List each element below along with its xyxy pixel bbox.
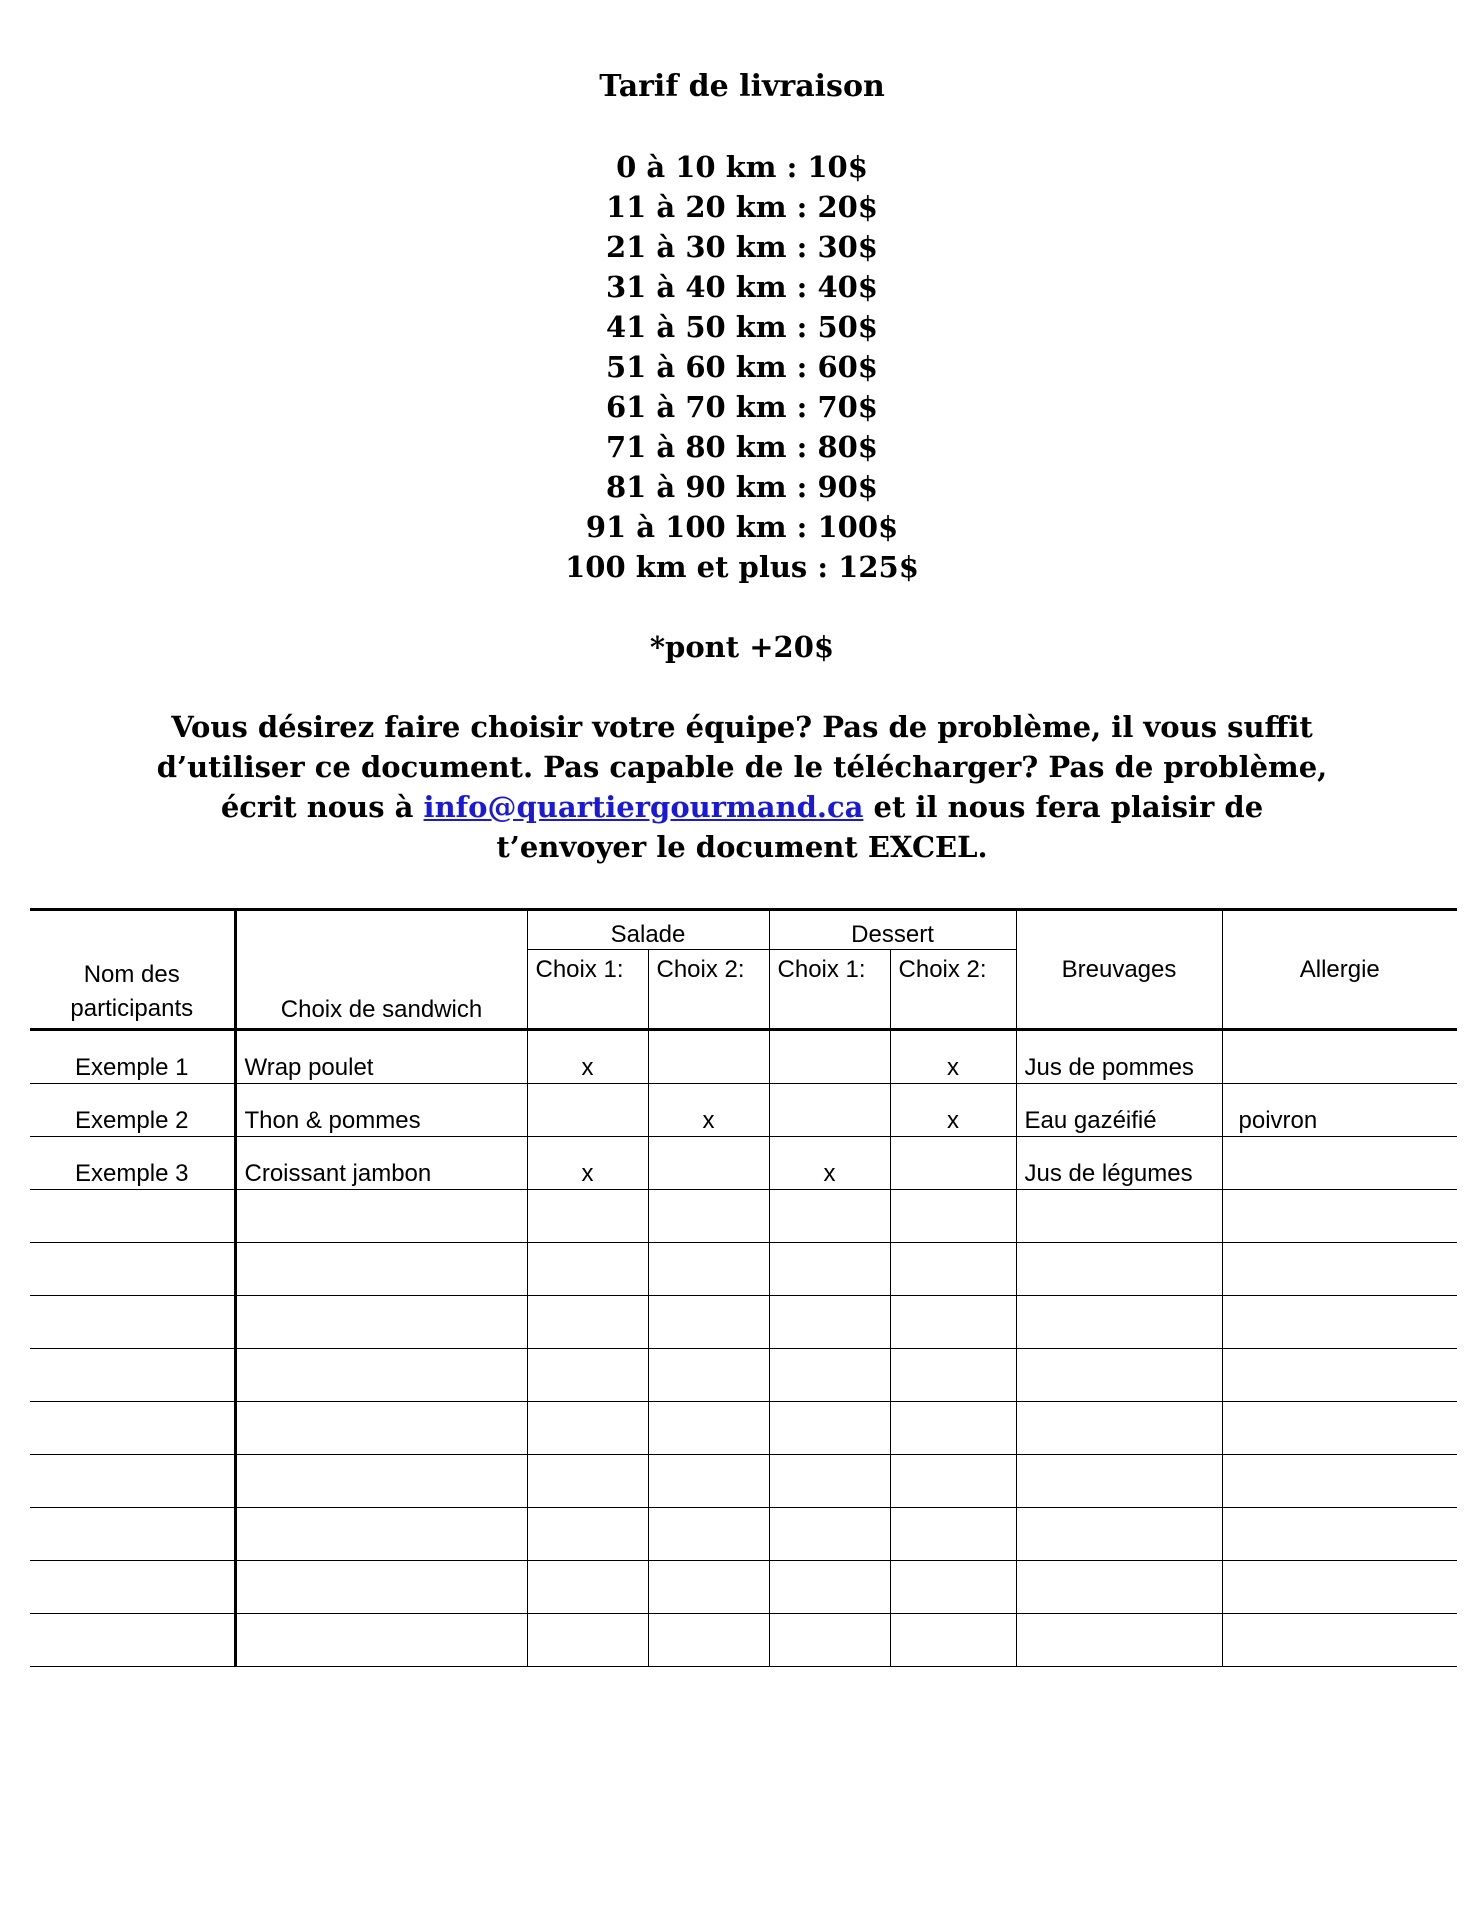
empty-cell[interactable] (1222, 1296, 1457, 1349)
header-sandwich: Choix de sandwich (235, 910, 527, 1030)
rate-line: 81 à 90 km : 90$ (605, 470, 878, 504)
empty-cell[interactable] (1222, 1349, 1457, 1402)
empty-cell[interactable] (527, 1296, 648, 1349)
email-link[interactable]: info@quartiergourmand.ca (423, 790, 864, 824)
empty-cell[interactable] (235, 1190, 527, 1243)
table-row (30, 1030, 1457, 1084)
empty-cell[interactable] (890, 1614, 1016, 1667)
empty-cell[interactable] (769, 1349, 890, 1402)
rate-line: 21 à 30 km : 30$ (605, 230, 878, 264)
empty-cell[interactable] (648, 1243, 769, 1296)
empty-row (30, 1508, 1457, 1561)
empty-cell[interactable] (769, 1561, 890, 1614)
empty-cell[interactable] (1222, 1508, 1457, 1561)
empty-cell[interactable] (648, 1190, 769, 1243)
empty-cell[interactable] (30, 1614, 235, 1667)
empty-row (30, 1614, 1457, 1667)
sandwich-choice[interactable]: Thon & pommes (235, 1084, 527, 1137)
header-salade: Salade (527, 910, 769, 950)
empty-cell[interactable] (890, 1561, 1016, 1614)
empty-cell[interactable] (769, 1402, 890, 1455)
header-salade-choix-2: Choix 2: (648, 950, 769, 1030)
header-breuvages: Breuvages (1016, 910, 1222, 1030)
empty-cell[interactable] (1016, 1614, 1222, 1667)
allergie-value[interactable] (1222, 1030, 1457, 1084)
dessert-choix-2-mark[interactable]: x (890, 1030, 1016, 1084)
empty-cell[interactable] (890, 1455, 1016, 1508)
empty-cell[interactable] (648, 1508, 769, 1561)
empty-cell[interactable] (235, 1561, 527, 1614)
salade-choix-2-mark[interactable] (648, 1137, 769, 1190)
salade-choix-2-mark[interactable]: x (648, 1084, 769, 1137)
empty-cell[interactable] (648, 1455, 769, 1508)
empty-cell[interactable] (1222, 1614, 1457, 1667)
empty-cell[interactable] (527, 1349, 648, 1402)
empty-cell[interactable] (30, 1349, 235, 1402)
breuvage-choice[interactable]: Jus de pommes (1016, 1030, 1222, 1084)
rate-line: 91 à 100 km : 100$ (585, 510, 899, 544)
header-salade-choix-1: Choix 1: (527, 950, 648, 1030)
empty-cell[interactable] (1016, 1561, 1222, 1614)
empty-cell[interactable] (527, 1190, 648, 1243)
empty-cell[interactable] (30, 1190, 235, 1243)
empty-cell[interactable] (30, 1402, 235, 1455)
salade-choix-1-mark[interactable]: x (527, 1030, 648, 1084)
rate-line: 31 à 40 km : 40$ (605, 270, 878, 304)
empty-cell[interactable] (527, 1614, 648, 1667)
salade-choix-2-mark[interactable] (648, 1030, 769, 1084)
message-line-3 (60, 787, 1424, 827)
dessert-choix-1-mark[interactable]: x (769, 1137, 890, 1190)
order-table (30, 908, 1457, 1667)
empty-cell[interactable] (648, 1402, 769, 1455)
empty-cell[interactable] (648, 1296, 769, 1349)
empty-row (30, 1561, 1457, 1614)
empty-cell[interactable] (648, 1614, 769, 1667)
rate-line: 71 à 80 km : 80$ (605, 430, 878, 464)
participant-name[interactable]: Exemple 2 (30, 1084, 235, 1137)
empty-cell[interactable] (30, 1455, 235, 1508)
header-allergie: Allergie (1222, 910, 1457, 1030)
table-row (30, 1084, 1457, 1137)
empty-cell[interactable] (769, 1296, 890, 1349)
empty-cell[interactable] (30, 1508, 235, 1561)
header-block (0, 67, 1484, 867)
salade-choix-1-mark[interactable]: x (527, 1137, 648, 1190)
bridge-note: *pont +20$ (649, 630, 835, 664)
empty-cell[interactable] (769, 1243, 890, 1296)
empty-row (30, 1296, 1457, 1349)
header-dessert: Dessert (769, 910, 1016, 950)
empty-cell[interactable] (1222, 1402, 1457, 1455)
empty-cell[interactable] (30, 1561, 235, 1614)
empty-cell[interactable] (30, 1296, 235, 1349)
empty-cell[interactable] (1016, 1455, 1222, 1508)
empty-cell[interactable] (527, 1508, 648, 1561)
breuvage-choice[interactable]: Eau gazéifié (1016, 1084, 1222, 1137)
empty-cell[interactable] (527, 1243, 648, 1296)
empty-cell[interactable] (1016, 1349, 1222, 1402)
message-line-1: Vous désirez faire choisir votre équipe? Pas de problème, il vous suffit (171, 710, 1313, 744)
allergie-value[interactable]: poivron (1222, 1084, 1457, 1137)
empty-row (30, 1190, 1457, 1243)
empty-cell[interactable] (769, 1508, 890, 1561)
empty-cell[interactable] (648, 1561, 769, 1614)
message-line-3-start: écrit nous à (220, 790, 424, 824)
empty-row (30, 1349, 1457, 1402)
message-line-4: t’envoyer le document EXCEL. (496, 830, 988, 864)
salade-choix-1-mark[interactable] (527, 1084, 648, 1137)
rate-line: 51 à 60 km : 60$ (605, 350, 878, 384)
empty-cell[interactable] (235, 1243, 527, 1296)
empty-cell[interactable] (890, 1508, 1016, 1561)
sandwich-choice[interactable]: Croissant jambon (235, 1137, 527, 1190)
empty-cell[interactable] (1016, 1296, 1222, 1349)
table-row (30, 1137, 1457, 1190)
allergie-value[interactable] (1222, 1137, 1457, 1190)
empty-cell[interactable] (769, 1614, 890, 1667)
rate-line: 0 à 10 km : 10$ (616, 150, 868, 184)
message-line-3-end: et il nous fera plaisir de (863, 790, 1264, 824)
empty-cell[interactable] (1016, 1243, 1222, 1296)
message-line-2: d’utiliser ce document. Pas capable de le télécharger? Pas de problème, (156, 750, 1328, 784)
rate-line: 61 à 70 km : 70$ (605, 390, 878, 424)
rate-list (0, 147, 1484, 587)
dessert-choix-1-mark[interactable] (769, 1030, 890, 1084)
empty-cell[interactable] (235, 1402, 527, 1455)
participant-name[interactable]: Exemple 3 (30, 1137, 235, 1190)
empty-cell[interactable] (890, 1349, 1016, 1402)
rate-line: 41 à 50 km : 50$ (605, 310, 878, 344)
header-dessert-choix-2: Choix 2: (890, 950, 1016, 1030)
empty-cell[interactable] (1222, 1243, 1457, 1296)
empty-row (30, 1402, 1457, 1455)
header-participants: Nom des participants (30, 910, 235, 1030)
breuvage-choice[interactable]: Jus de légumes (1016, 1137, 1222, 1190)
empty-cell[interactable] (30, 1243, 235, 1296)
rate-line: 11 à 20 km : 20$ (605, 190, 878, 224)
empty-cell[interactable] (235, 1296, 527, 1349)
dessert-choix-2-mark[interactable]: x (890, 1084, 1016, 1137)
empty-cell[interactable] (890, 1296, 1016, 1349)
header-dessert-choix-1: Choix 1: (769, 950, 890, 1030)
empty-cell[interactable] (1222, 1561, 1457, 1614)
empty-cell[interactable] (527, 1561, 648, 1614)
empty-cell[interactable] (1016, 1402, 1222, 1455)
empty-cell[interactable] (1016, 1190, 1222, 1243)
empty-cell[interactable] (769, 1190, 890, 1243)
participant-name[interactable]: Exemple 1 (30, 1030, 235, 1084)
empty-cell[interactable] (235, 1349, 527, 1402)
instructions-message (0, 707, 1484, 867)
empty-row (30, 1455, 1457, 1508)
rate-line: 100 km et plus : 125$ (565, 550, 919, 584)
page-title: Tarif de livraison (599, 69, 885, 104)
empty-cell[interactable] (1222, 1190, 1457, 1243)
dessert-choix-2-mark[interactable] (890, 1137, 1016, 1190)
empty-cell[interactable] (235, 1508, 527, 1561)
empty-cell[interactable] (890, 1243, 1016, 1296)
empty-cell[interactable] (1222, 1455, 1457, 1508)
sandwich-choice[interactable]: Wrap poulet (235, 1030, 527, 1084)
empty-cell[interactable] (527, 1402, 648, 1455)
dessert-choix-1-mark[interactable] (769, 1084, 890, 1137)
empty-cell[interactable] (648, 1349, 769, 1402)
empty-cell[interactable] (890, 1190, 1016, 1243)
empty-cell[interactable] (890, 1402, 1016, 1455)
empty-cell[interactable] (235, 1614, 527, 1667)
empty-cell[interactable] (527, 1455, 648, 1508)
empty-row (30, 1243, 1457, 1296)
empty-cell[interactable] (235, 1455, 527, 1508)
empty-cell[interactable] (769, 1455, 890, 1508)
empty-cell[interactable] (1016, 1508, 1222, 1561)
